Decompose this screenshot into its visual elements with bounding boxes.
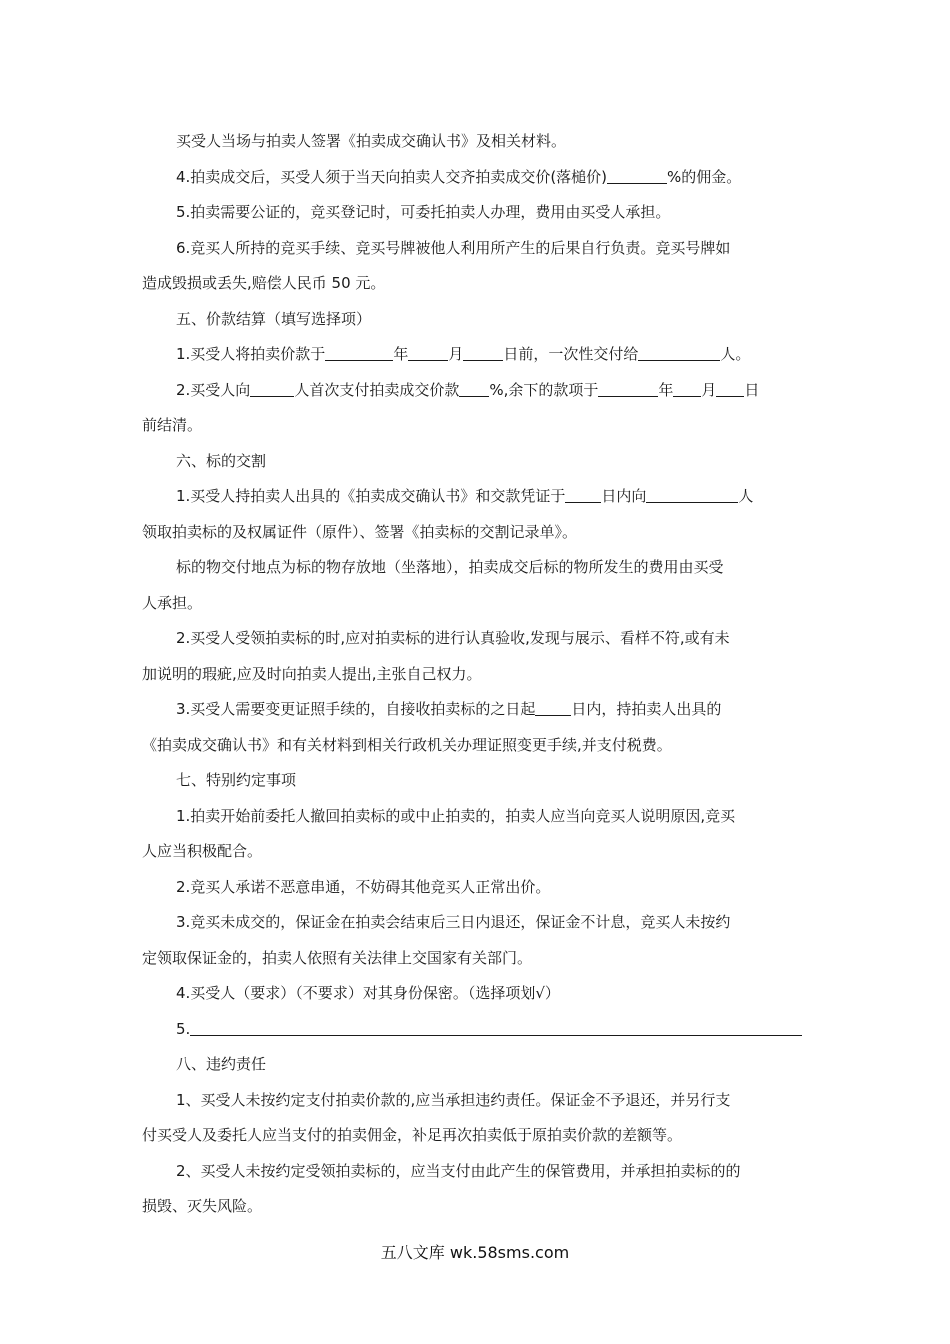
paragraph: 4.买受人（要求）（不要求）对其身份保密。（选择项划√）	[176, 984, 560, 1002]
paragraph-commission	[142, 160, 808, 196]
section-heading: 七、特别约定事项	[176, 771, 297, 789]
text: 人首次支付拍卖成交价款	[294, 380, 460, 399]
text: 日内向	[601, 487, 647, 505]
text: 日前，一次性交付给	[503, 345, 639, 363]
paragraph: 3.竞买未成交的，保证金在拍卖会结束后三日内退还，保证金不计息，竞买人未按约	[176, 913, 731, 931]
section-heading: 五、价款结算（填写选择项）	[176, 309, 372, 328]
text: 人。	[720, 345, 751, 363]
fill-blank	[565, 485, 601, 503]
paragraph-continued: 《拍卖成交确认书》和有关材料到相关行政机关办理证照变更手续,并支付税费。	[142, 735, 672, 754]
fill-blank	[408, 343, 448, 361]
text: 5.	[176, 1019, 191, 1038]
paragraph-continued: 加说明的瑕疵,应及时向拍卖人提出,主张自己权力。	[142, 664, 482, 683]
footer-watermark: 五八文库 wk.58sms.com	[380, 1243, 570, 1262]
fill-blank	[535, 698, 571, 716]
text: %,余下的款项于	[489, 380, 599, 399]
paragraph: 2.买受人受领拍卖标的时,应对拍卖标的进行认真验收,发现与展示、看样不符,或有未	[176, 629, 730, 647]
text: 日	[744, 380, 760, 399]
paragraph: 1.拍卖开始前委托人撤回拍卖标的或中止拍卖的，拍卖人应当向竞买人说明原因,竞买	[176, 806, 736, 825]
fill-blank	[638, 343, 720, 361]
paragraph: 买受人当场与拍卖人签署《拍卖成交确认书》及相关材料。	[176, 132, 567, 150]
fill-blank	[607, 166, 667, 184]
paragraph: 5.拍卖需要公证的，竞买登记时，可委托拍卖人办理，费用由买受人承担。	[176, 203, 671, 221]
text: 年	[393, 345, 409, 363]
paragraph-continued: 人应当积极配合。	[142, 842, 263, 860]
paragraph-license-change	[142, 692, 808, 728]
fill-blank	[463, 343, 503, 361]
paragraph-blank-item	[142, 1012, 808, 1048]
paragraph: 标的物交付地点为标的物存放地（坐落地），拍卖成交后标的物所发生的费用由买受	[176, 558, 724, 576]
fill-blank	[646, 485, 738, 503]
text: 日内，持拍卖人出具的	[571, 700, 722, 718]
section-heading: 六、标的交割	[176, 451, 267, 470]
text: 1.买受人持拍卖人出具的《拍卖成交确认书》和交款凭证于	[176, 487, 566, 505]
paragraph: 2.竞买人承诺不恶意串通，不妨碍其他竞买人正常出价。	[176, 877, 551, 896]
paragraph: 6.竞买人所持的竞买手续、竞买号牌被他人利用所产生的后果自行负责。竞买号牌如	[176, 238, 731, 257]
paragraph-continued: 人承担。	[142, 593, 203, 612]
paragraph-delivery-1	[142, 479, 808, 515]
fill-blank	[598, 379, 658, 397]
fill-blank	[325, 343, 393, 361]
paragraph-continued: 付买受人及委托人应当支付的拍卖佣金，补足再次拍卖低于原拍卖价款的差额等。	[142, 1126, 683, 1144]
text: 年	[658, 380, 674, 399]
fill-blank	[250, 379, 294, 397]
paragraph-payment-2	[142, 373, 808, 409]
text: 人	[738, 487, 754, 505]
paragraph-continued: 领取拍卖标的及权属证件（原件）、签署《拍卖标的交割记录单》。	[142, 522, 578, 541]
paragraph: 2、买受人未按约定受领拍卖标的，应当支付由此产生的保管费用，并承担拍卖标的的	[176, 1161, 741, 1180]
section-heading: 八、违约责任	[176, 1055, 267, 1073]
paragraph: 1、买受人未按约定支付拍卖价款的,应当承担违约责任。保证金不予退还，并另行支	[176, 1090, 731, 1109]
paragraph-continued: 前结清。	[142, 416, 203, 434]
text: %的佣金。	[667, 167, 742, 186]
text: 1.买受人将拍卖价款于	[176, 345, 326, 363]
document-body	[142, 124, 808, 1225]
text: 2.买受人向	[176, 380, 251, 399]
text: 月	[701, 380, 717, 399]
paragraph-continued: 定领取保证金的，拍卖人依照有关法律上交国家有关部门。	[142, 948, 533, 967]
text: 月	[448, 345, 464, 363]
fill-blank-line	[190, 1018, 802, 1036]
fill-blank	[716, 379, 744, 397]
fill-blank	[459, 379, 489, 397]
text: 4.拍卖成交后，买受人须于当天向拍卖人交齐拍卖成交价(落槌价)	[176, 167, 608, 186]
paragraph-continued: 损毁、灭失风险。	[142, 1197, 263, 1215]
paragraph-continued: 造成毁损或丢失,赔偿人民币 50 元。	[142, 274, 386, 292]
fill-blank	[673, 379, 701, 397]
paragraph-payment-1	[142, 337, 808, 373]
text: 3.买受人需要变更证照手续的，自接收拍卖标的之日起	[176, 700, 536, 718]
